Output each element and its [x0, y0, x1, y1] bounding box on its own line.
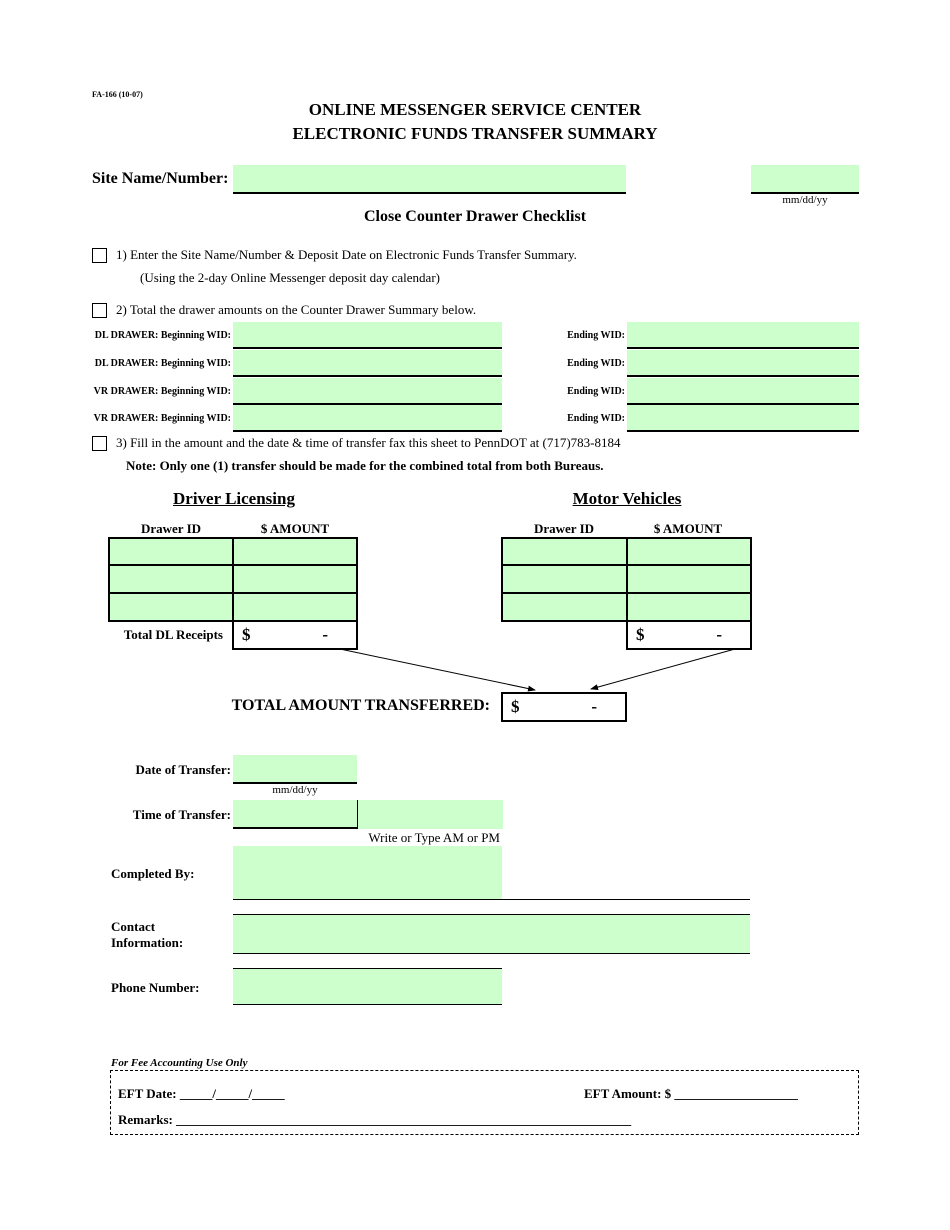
total-transferred-box: [501, 692, 627, 722]
total-transferred-label: TOTAL AMOUNT TRANSFERRED:: [231, 697, 490, 714]
drawer-3-ending-label: Ending WID:: [567, 386, 625, 397]
contact-label-line-1: Contact: [111, 919, 156, 934]
remarks-field[interactable]: Remarks: ______________________________________________________________________: [118, 1112, 632, 1127]
completed-by-label: Completed By:: [111, 866, 195, 881]
time-of-transfer-input[interactable]: [233, 800, 357, 829]
checklist-title: Close Counter Drawer Checklist: [363, 208, 587, 225]
dl-heading: Driver Licensing: [173, 489, 295, 508]
step-3-note: Note: Only one (1) transfer should be made for the combined total from both Bureaus.: [126, 458, 604, 473]
mv-col-amount: $ AMOUNT: [653, 521, 723, 536]
contact-label-line-2: Information:: [111, 935, 184, 950]
page-title-line-1: ONLINE MESSENGER SERVICE CENTER: [308, 100, 642, 119]
drawer-1-ending-label: Ending WID:: [567, 330, 625, 341]
page-title-line-2: ELECTRONIC FUNDS TRANSFER SUMMARY: [292, 124, 658, 143]
eft-date-field[interactable]: EFT Date: _____/_____/_____: [118, 1086, 285, 1101]
phone-number-input[interactable]: [233, 968, 502, 1005]
time-ampm-hint: Write or Type AM or PM: [368, 830, 500, 845]
fee-section-title: For Fee Accounting Use Only: [111, 1057, 248, 1069]
step-1-text: 1) Enter the Site Name/Number & Deposit Date on Electronic Funds Transfer Summary.: [116, 247, 577, 262]
time-ampm-input[interactable]: [357, 800, 503, 829]
drawer-1-label: DL DRAWER: Beginning WID:: [94, 330, 231, 341]
drawer-2-label: DL DRAWER: Beginning WID:: [94, 358, 231, 369]
site-name-label: Site Name/Number:: [92, 170, 229, 187]
total-transferred-value: -: [591, 697, 597, 716]
mv-heading: Motor Vehicles: [572, 489, 682, 508]
drawer-4-ending-label: Ending WID:: [567, 413, 625, 424]
date-of-transfer-input[interactable]: [233, 755, 357, 784]
dl-col-amount: $ AMOUNT: [260, 521, 330, 536]
drawer-2-ending-label: Ending WID:: [567, 358, 625, 369]
time-of-transfer-label: Time of Transfer:: [132, 807, 231, 822]
dl-to-total-arrow: [340, 649, 535, 690]
step-1-subtext: (Using the 2-day Online Messenger deposit day calendar): [140, 270, 440, 285]
contact-information-input[interactable]: [233, 914, 750, 954]
step-2-text: 2) Total the drawer amounts on the Counter Drawer Summary below.: [116, 302, 477, 317]
mv-col-drawer-id: Drawer ID: [533, 521, 595, 536]
completed-by-input[interactable]: [233, 846, 502, 900]
date-of-transfer-hint: mm/dd/yy: [272, 784, 318, 796]
total-transferred-currency: $: [511, 697, 520, 716]
dl-total-currency: $: [242, 625, 251, 644]
date-of-transfer-label: Date of Transfer:: [135, 762, 231, 777]
mv-total-value: -: [716, 625, 722, 644]
form-number: FA-166 (10-07): [92, 90, 143, 99]
dl-total-label: Total DL Receipts: [123, 627, 223, 642]
eft-amount-field[interactable]: EFT Amount: $ ___________________: [584, 1086, 798, 1101]
dl-col-drawer-id: Drawer ID: [140, 521, 202, 536]
dl-total-value: -: [322, 625, 328, 644]
mv-to-total-arrow: [591, 649, 735, 689]
completed-by-line: [233, 899, 750, 900]
deposit-date-hint: mm/dd/yy: [782, 194, 828, 206]
mv-total-currency: $: [636, 625, 645, 644]
phone-number-label: Phone Number:: [111, 980, 200, 995]
drawer-4-label: VR DRAWER: Beginning WID:: [93, 413, 231, 424]
drawer-3-label: VR DRAWER: Beginning WID:: [93, 386, 231, 397]
step-3-text: 3) Fill in the amount and the date & time of transfer fax this sheet to PennDOT at (717)783-8184: [116, 435, 621, 450]
